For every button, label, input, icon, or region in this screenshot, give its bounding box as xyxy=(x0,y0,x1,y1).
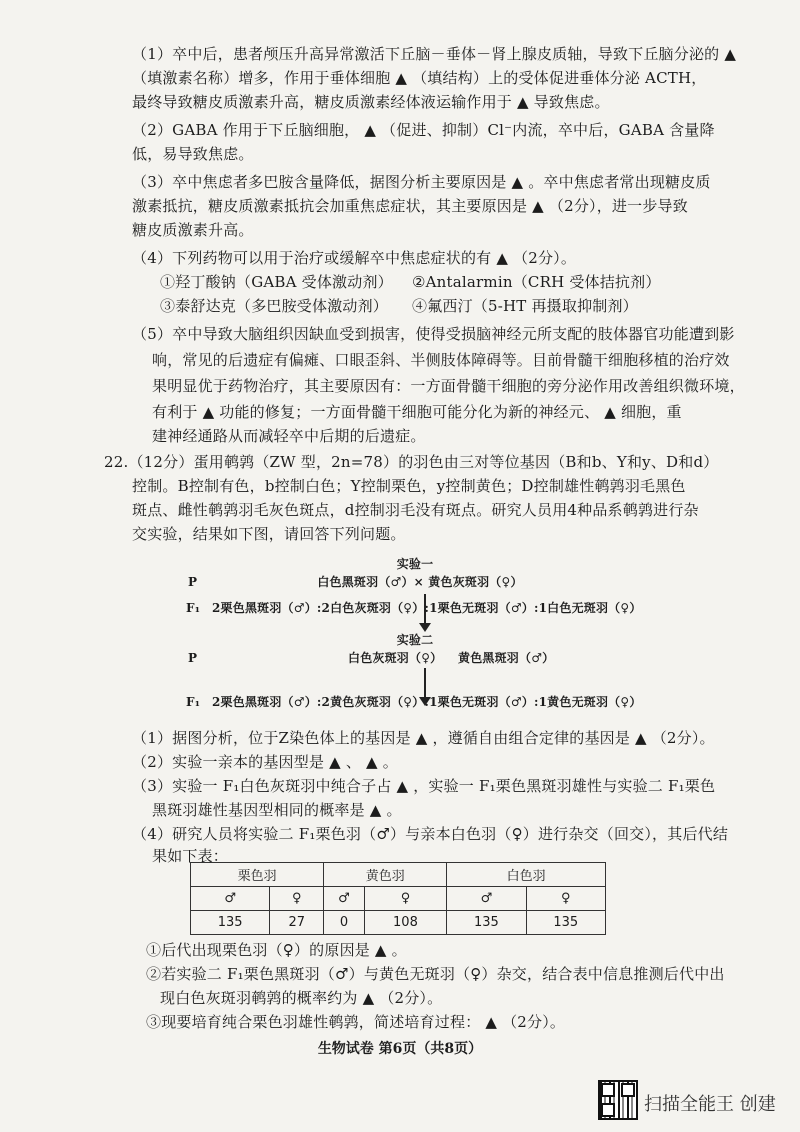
q21-part3-line3: 糖皮质激素升高。 xyxy=(132,221,254,239)
q21-option3: ③泰舒达克（多巴胺受体激动剂） xyxy=(160,297,389,315)
q21-part1-line3: 最终导致糖皮质激素升高，糖皮质激素经体液运输作用于 ▲ 导致焦虑。 xyxy=(132,93,610,111)
q22-sub4-answer2-line2: 现白色灰斑羽鹌鹑的概率约为 ▲ （2分）。 xyxy=(160,989,443,1007)
q21-option2: ②Antalarmin（CRH 受体拮抗剂） xyxy=(412,273,661,291)
table-header-chestnut: 栗色羽 xyxy=(191,863,324,887)
page-footer: 生物试卷 第6页（共8页） xyxy=(317,1041,483,1057)
table-header-yellow: 黄色羽 xyxy=(324,863,447,887)
q21-part5-line1: （5）卒中导致大脑组织因缺血受到损害，使得受损脑神经元所支配的肢体器官功能遭到影 xyxy=(132,325,735,343)
exp2-p-label: P xyxy=(188,651,198,665)
exp1-p-label: P xyxy=(188,575,198,589)
scanner-watermark: 扫描全能王 创建 xyxy=(644,1094,776,1115)
table-sex-cell: ♂ xyxy=(324,887,364,911)
table-value-cell: 27 xyxy=(270,911,324,935)
q21-part1-line2: （填激素名称）增多，作用于垂体细胞 ▲ （填结构）上的受体促进垂体分泌 ACTH， xyxy=(132,69,707,87)
exp1-title: 实验一 xyxy=(396,557,434,571)
q22-intro-line4: 交实验，结果如下图，请回答下列问题。 xyxy=(132,525,406,543)
q22-intro-line3: 斑点、雌性鹌鹑羽毛灰色斑点，d控制羽毛没有斑点。研究人员用4种品系鹌鹑进行杂 xyxy=(132,501,699,519)
q22-sub4-answer3: ③现要培育纯合栗色羽雄性鹌鹑，简述培育过程： ▲ （2分）。 xyxy=(146,1013,566,1031)
table-sex-cell: ♂ xyxy=(191,887,270,911)
exp1-parent-cross: 白色黑斑羽（♂）× 黄色灰斑羽（♀） xyxy=(317,575,523,589)
q22-intro-line1: 22.（12分）蛋用鹌鹑（ZW 型，2n=78）的羽色由三对等位基因（B和b、Y和y、D和d） xyxy=(104,453,719,471)
exp2-f1-label: F₁ xyxy=(186,695,201,709)
table-sex-cell: ♀ xyxy=(270,887,324,911)
q22-sub3-line1: （3）实验一 F₁白色灰斑羽中纯合子占 ▲ ，实验一 F₁栗色黑斑羽雄性与实验二 F₁栗色 xyxy=(132,777,716,795)
q22-sub3-line2: 黑斑羽雄性基因型相同的概率是 ▲ 。 xyxy=(152,801,402,819)
exp1-f1-label: F₁ xyxy=(186,601,201,615)
table-value-cell: 108 xyxy=(364,911,447,935)
exp2-male-parent: 黄色黑斑羽（♂） xyxy=(458,651,555,665)
backcross-results-table xyxy=(190,862,606,935)
table-sex-cell: ♀ xyxy=(526,887,605,911)
q22-intro-line2: 控制。B控制有色，b控制白色；Y控制栗色，y控制黄色；D控制雄性鹌鹑羽毛黑色 xyxy=(132,477,686,495)
exp2-f1-result: 2栗色黑斑羽（♂）:2黄色灰斑羽（♀）:1栗色无斑羽（♂）:1黄色无斑羽（♀） xyxy=(212,695,642,709)
q21-part2-line1: （2）GABA 作用于下丘脑细胞， ▲ （促进、抑制）Cl⁻内流，卒中后，GABA 含量降 xyxy=(132,121,715,139)
q22-sub4-answer1: ①后代出现栗色羽（♀）的原因是 ▲ 。 xyxy=(146,941,407,959)
table-header-white: 白色羽 xyxy=(447,863,606,887)
table-sex-cell: ♂ xyxy=(447,887,526,911)
q22-sub4-line1: （4）研究人员将实验二 F₁栗色羽（♂）与亲本白色羽（♀）进行杂交（回交），其后代结 xyxy=(132,825,729,843)
table-value-cell: 135 xyxy=(191,911,270,935)
q21-part2-line2: 低，易导致焦虑。 xyxy=(132,145,254,163)
q21-part4-line1: （4）下列药物可以用于治疗或缓解卒中焦虑症状的有 ▲ （2分）。 xyxy=(132,249,577,267)
qr-code-icon xyxy=(598,1080,638,1120)
q21-part5-line4: 有利于 ▲ 功能的修复；一方面骨髓干细胞可能分化为新的神经元、 ▲ 细胞，重 xyxy=(152,403,682,421)
q21-option4: ④氟西汀（5-HT 再摄取抑制剂） xyxy=(412,297,638,315)
exp2-title: 实验二 xyxy=(396,633,434,647)
q21-part5-line2: 响，常见的后遗症有偏瘫、口眼歪斜、半侧肢体障碍等。目前骨髓干细胞移植的治疗效 xyxy=(152,351,730,369)
q21-part5-line3: 果明显优于药物治疗，其主要原因有：一方面骨髓干细胞的旁分泌作用改善组织微环境， xyxy=(152,377,745,395)
q21-part5-line5: 建神经通路从而减轻卒中后期的后遗症。 xyxy=(152,427,426,445)
table-value-cell: 135 xyxy=(526,911,605,935)
table-value-cell: 135 xyxy=(447,911,526,935)
q22-sub4-line2: 果如下表： xyxy=(152,847,229,865)
q21-part1-line1: （1）卒中后，患者颅压升高异常激活下丘脑－垂体－肾上腺皮质轴，导致下丘脑分泌的 ▲ xyxy=(132,45,737,63)
table-sex-cell: ♀ xyxy=(364,887,447,911)
q21-part3-line2: 激素抵抗，糖皮质激素抵抗会加重焦虑症状，其主要原因是 ▲ （2分），进一步导致 xyxy=(132,197,688,215)
exp2-female-parent: 白色灰斑羽（♀） xyxy=(348,651,443,665)
table-value-cell: 0 xyxy=(324,911,364,935)
q21-option1: ①羟丁酸钠（GABA 受体激动剂） xyxy=(160,273,393,291)
q22-sub2: （2）实验一亲本的基因型是 ▲ 、 ▲ 。 xyxy=(132,753,398,771)
q21-part3-line1: （3）卒中焦虑者多巴胺含量降低，据图分析主要原因是 ▲ 。卒中焦虑者常出现糖皮质 xyxy=(132,173,711,191)
q22-sub4-answer2-line1: ②若实验二 F₁栗色黑斑羽（♂）与黄色无斑羽（♀）杂交，结合表中信息推测后代中出 xyxy=(146,965,725,983)
exp1-f1-result: 2栗色黑斑羽（♂）:2白色灰斑羽（♀）:1栗色无斑羽（♂）:1白色无斑羽（♀） xyxy=(212,601,642,615)
q22-sub1: （1）据图分析，位于Z染色体上的基因是 ▲ ，遵循自由组合定律的基因是 ▲ （2分）。 xyxy=(132,729,715,747)
